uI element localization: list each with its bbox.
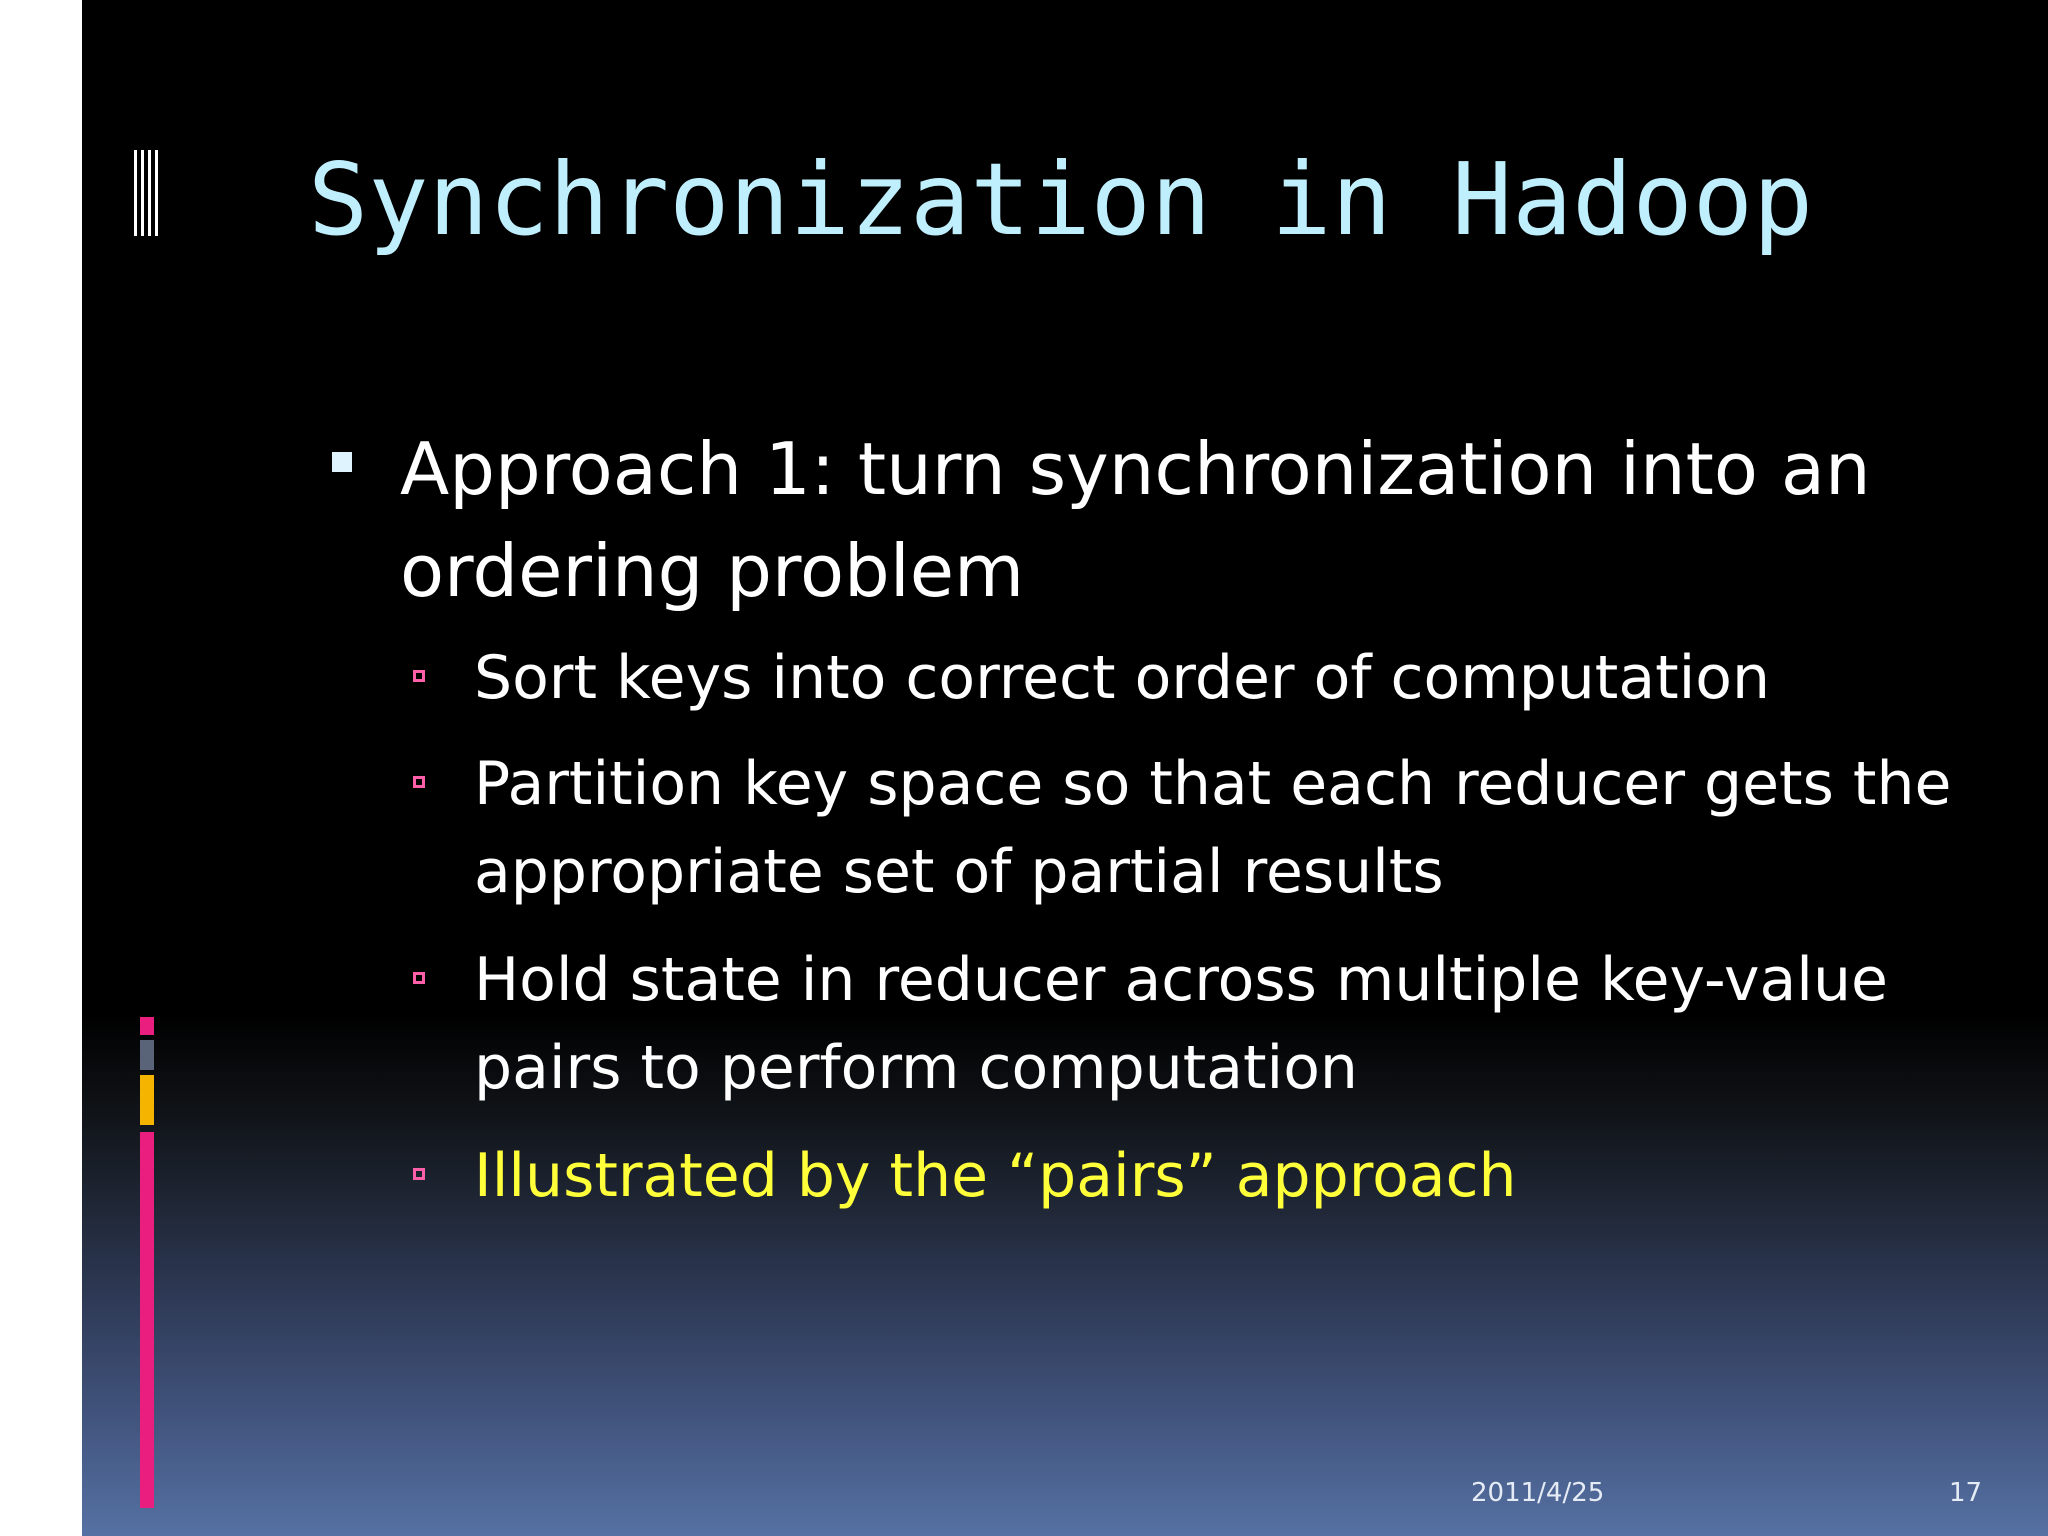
slide-number: 17 <box>1949 1478 1983 1508</box>
bullet-approach-1: Approach 1: turn synchronization into an ordering problem <box>400 427 1871 613</box>
decorative-stripes <box>130 150 160 236</box>
sub-bullet-square-icon <box>413 972 425 984</box>
footer-date: 2011/4/25 <box>1471 1478 1605 1508</box>
slide <box>82 0 2048 1536</box>
slide-title: Synchronization in Hadoop <box>308 141 1814 258</box>
decorative-yellow-block <box>140 1075 154 1125</box>
sub-bullet-hold-state: Hold state in reducer across multiple key-value pairs to perform computation <box>474 945 1888 1103</box>
sub-bullet-partition-key-space: Partition key space so that each reducer gets the appropriate set of partial results <box>474 749 1952 907</box>
sub-bullet-sort-keys: Sort keys into correct order of computation <box>474 643 1771 713</box>
decorative-pink-bar <box>140 1132 154 1508</box>
decorative-gray-block <box>140 1040 154 1070</box>
sub-bullet-square-icon <box>413 1168 425 1180</box>
sub-bullet-square-icon <box>413 776 425 788</box>
bullet-square-icon <box>332 452 352 472</box>
decorative-pink-block <box>140 1017 154 1035</box>
sub-bullet-square-icon <box>413 670 425 682</box>
sub-bullet-pairs-approach: Illustrated by the “pairs” approach <box>474 1141 1517 1211</box>
